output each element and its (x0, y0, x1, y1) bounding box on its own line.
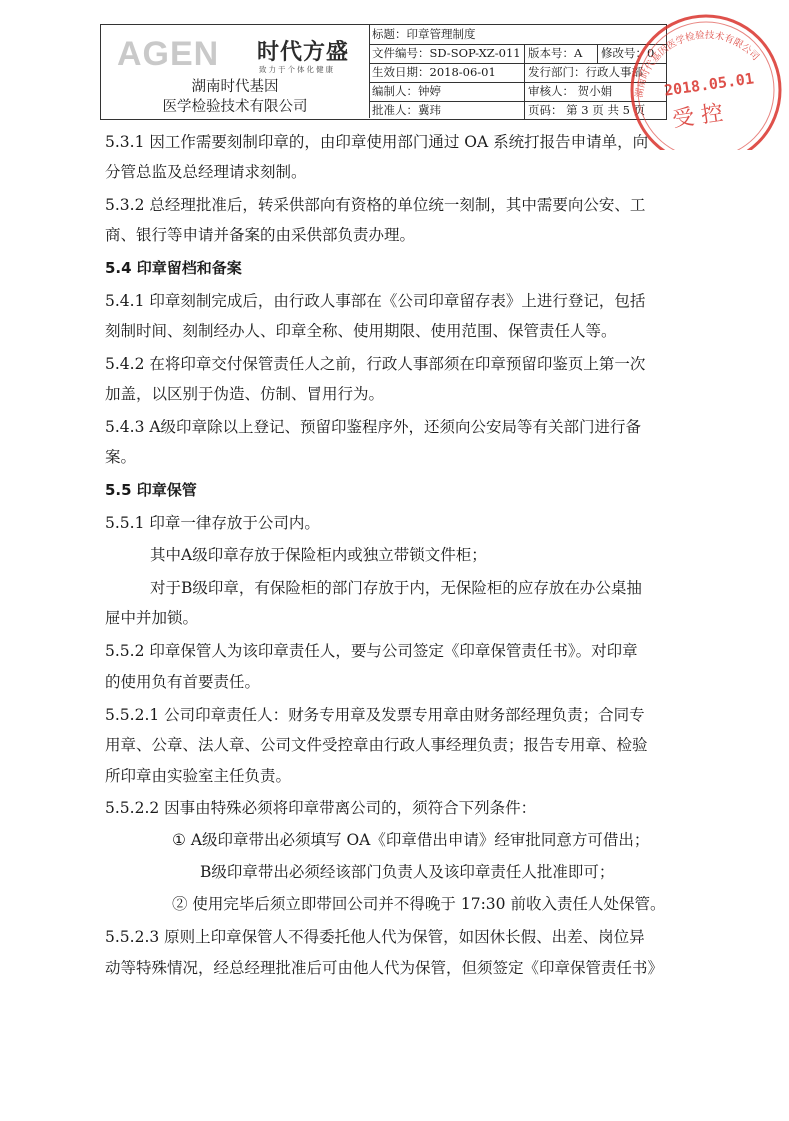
revision-number: 修改号：0 (601, 46, 655, 60)
text-line: 5.3.1 因工作需要刻制印章的，由印章使用部门通过 OA 系统打报告申请单，向 (105, 133, 649, 151)
effective-date: 生效日期：2018-06-01 (372, 65, 496, 79)
text-line: 分管总监及总经理请求刻制。 (105, 163, 307, 181)
company-name-line1: 湖南时代基因 (191, 79, 279, 95)
text-line: 动等特殊情况，经总经理批准后可由他人代为保管，但须签定《印章保管责任书》 (105, 959, 664, 977)
text-line: 刻制时间、刻制经办人、印章全称、使用期限、使用范围、保管责任人等。 (105, 322, 617, 340)
version-number: 版本号：A (528, 46, 583, 60)
section-heading: 5.5 印章保管 (105, 481, 197, 499)
controlled-stamp (620, 10, 782, 150)
list-item: ② 使用完毕后须立即带回公司并不得晚于 17:30 前收入责任人处保管。 (172, 895, 666, 913)
text-line: 案。 (105, 448, 137, 466)
section-heading: 5.4 印章留档和备案 (105, 259, 242, 277)
text-line: 5.4.1 印章刻制完成后，由行政人事部在《公司印章留存表》上进行登记，包括 (105, 292, 646, 310)
document-header (100, 24, 667, 120)
company-name (101, 77, 369, 117)
text-line: 5.4.2 在将印章交付保管责任人之前，行政人事部须在印章预留印鉴页上第一次 (105, 355, 646, 373)
author: 编制人：钟婷 (372, 84, 441, 98)
text-line: 其中A级印章存放于保险柜内或独立带锁文件柜； (150, 546, 487, 564)
logo-slogan: 致力于个体化健康 (259, 65, 335, 74)
text-line: 对于B级印章，有保险柜的部门存放于内，无保险柜的应存放在办公桌抽 (150, 579, 642, 597)
approver: 批准人：冀玮 (372, 103, 441, 117)
text-line: 屉中并加锁。 (105, 609, 199, 627)
text-line: 5.5.2.3 原则上印章保管人不得委托他人代为保管，如因休长假、出差、岗位异 (105, 928, 645, 946)
company-name-line2: 医学检验技术有限公司 (162, 99, 308, 115)
company-logo (113, 33, 363, 73)
text-line: 5.5.2.2 因事由特殊必须将印章带离公司的，须符合下列条件： (105, 799, 537, 817)
file-number: 文件编号：SD-SOP-XZ-011 (372, 46, 521, 60)
issuing-department: 发行部门：行政人事部 (528, 65, 643, 79)
logo-chinese-text: 时代方盛 (257, 40, 350, 65)
text-line: 5.5.1 印章一律存放于公司内。 (105, 514, 320, 532)
text-line: 5.3.2 总经理批准后，转采供部向有资格的单位统一刻制，其中需要向公安、工 (105, 196, 646, 214)
stamp-ring-text: 湖南时代基因医学检验技术有限公司 (634, 29, 761, 99)
logo-agen-text: AGEN (117, 35, 220, 73)
stamp-label: 受 控 (670, 100, 725, 133)
text-line: 5.5.2 印章保管人为该印章责任人，要与公司签定《印章保管责任书》。对印章 (105, 642, 638, 660)
text-line: 5.4.3 A级印章除以上登记、预留印鉴程序外，还须向公安局等有关部门进行备 (105, 418, 642, 436)
doc-title: 标题：印章管理制度 (372, 27, 476, 41)
company-block (101, 25, 370, 118)
list-item: B级印章带出必须经该部门负责人及该印章责任人批准即可； (200, 863, 615, 881)
text-line: 商、银行等申请并备案的由采供部负责办理。 (105, 226, 416, 244)
text-line: 5.5.2.1 公司印章责任人：财务专用章及发票专用章由财务部经理负责；合同专 (105, 706, 645, 724)
text-line: 用章、公章、法人章、公司文件受控章由行政人事经理负责；报告专用章、检验 (105, 736, 648, 754)
stamp-date: 2018.05.01 (663, 69, 755, 100)
text-line: 加盖，以区别于伪造、仿制、冒用行为。 (105, 385, 385, 403)
text-line: 所印章由实验室主任负责。 (105, 767, 292, 785)
page-number: 页码： 第 3 页 共 5 页 (528, 103, 646, 117)
text-line: 的使用负有首要责任。 (105, 673, 261, 691)
list-item: ① A级印章带出必须填写 OA《印章借出申请》经审批同意方可借出； (172, 831, 650, 849)
reviewer: 审核人： 贺小娟 (528, 84, 613, 98)
